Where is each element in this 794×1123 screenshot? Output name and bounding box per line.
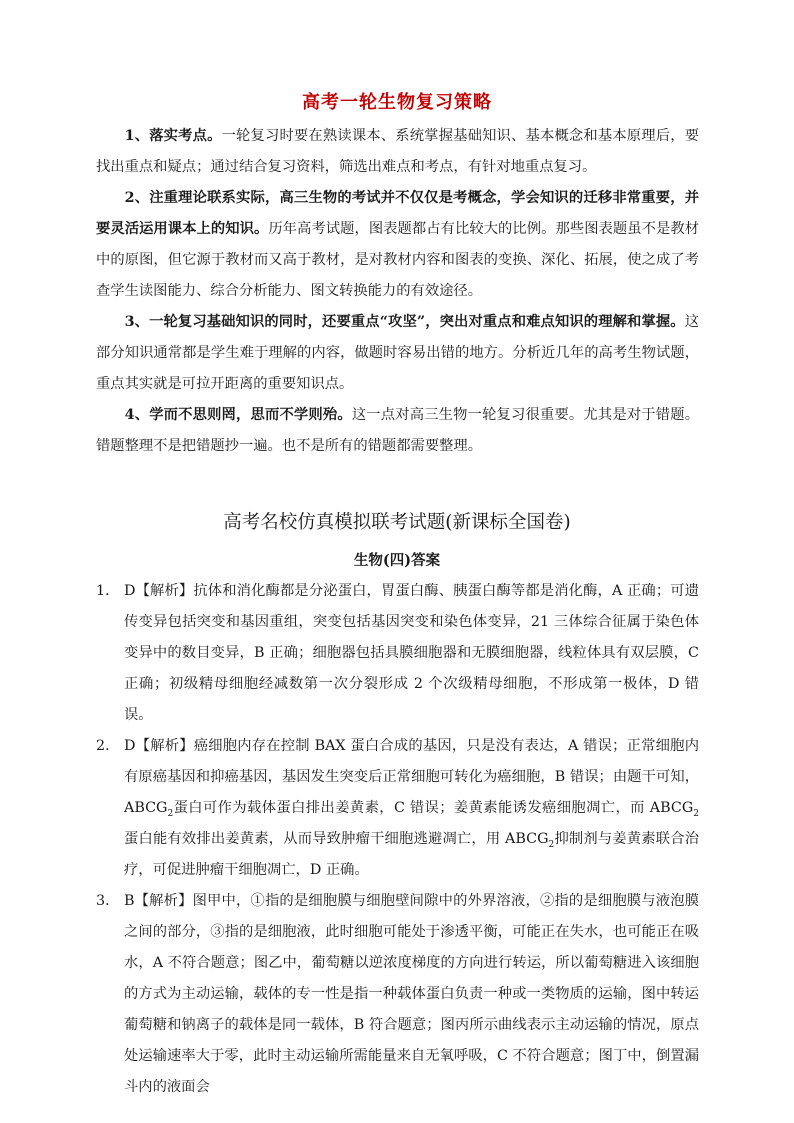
answer-text: D【解析】癌细胞内存在控制 BAX 蛋白合成的基因，只是没有表达，A 错误；正常细胞内有原癌基因和抑癌基因，基因发生突变后正常细胞可转化为癌细胞，B 错误；由题干可知，ABCG: [124, 738, 699, 816]
strategy-text: 这一点对高三生物一轮复习很重要。尤其是对于错题。错题整理不是把错题抄一遍。也不是所有的错题都需要整理。: [96, 407, 700, 454]
subscript: 2: [693, 808, 699, 819]
answer-number: 3．: [96, 893, 120, 909]
strategy-text: 一轮复习时要在熟读课本、系统掌握基础知识、基本概念和基本原理后，要找出重点和疑点；通过结合复习资料，筛选出难点和考点，有针对地重点复习。: [96, 128, 699, 175]
exam-title: 高考名校仿真模拟联考试题(新课标全国卷): [223, 512, 571, 533]
answer-text: 蛋白可作为载体蛋白排出姜黄素，C 错误；姜黄素能诱发癌细胞凋亡，而 ABCG: [173, 800, 694, 816]
answer-text: D【解析】抗体和消化酶都是分泌蛋白，胃蛋白酶、胰蛋白酶等都是消化酶，A 正确；可遗传变异包括突变和基因重组，突变包括基因突变和染色体变异，21 三体综合征属于染色体变异中的数目变异，B 正确；细胞器包括具膜细胞器和无膜细胞器，线粒体具有双层膜，C 正确；初级精母细胞经减数第一次分裂形成 2 个次级精母细胞，不形成第一极体，D 错误。: [124, 583, 699, 723]
answer-text: 抑制剂与姜黄素联合治疗，可促进肿瘤干细胞凋亡，D 正确。: [124, 831, 700, 878]
answer-text: 蛋白能有效排出姜黄素，从而导致肿瘤干细胞逃避凋亡，用 ABCG: [124, 831, 549, 847]
answer-item-1: [96, 576, 699, 731]
strategy-heading: 3、一轮复习基础知识的同时，还要重点“攻坚”，突出对重点和难点知识的理解和掌握。: [124, 314, 685, 330]
strategy-heading: 2、注重理论联系实际，高三生物的考试并不仅仅是考概念，学会知识的迁移非常重要，并要灵活运用课本上的知识。: [96, 190, 699, 237]
answers-section: [96, 576, 699, 1103]
exam-subtitle: 生物(四)答案: [353, 552, 441, 569]
subscript: 2: [548, 839, 555, 850]
page-title: 高考一轮生物复习策略: [302, 92, 492, 113]
answer-item-3: [96, 886, 699, 1103]
strategy-paragraph-1: [96, 121, 699, 183]
strategy-paragraph-2: [96, 183, 699, 307]
strategy-text: 这部分知识通常都是学生难于理解的内容，做题时容易出错的地方。分析近几年的高考生物试题，重点其实就是可拉开距离的重要知识点。: [96, 314, 699, 392]
strategy-text: 历年高考试题，图表题都占有比较大的比例。那些图表题虽不是教材中的原图，但它源于教材而又高于教材，是对教材内容和图表的变换、深化、拓展，使之成了考查学生读图能力、综合分析能力、图文转换能力的有效途径。: [96, 221, 700, 299]
strategy-paragraph-4: [96, 400, 699, 462]
answer-item-2: [96, 731, 699, 886]
answer-number: 1．: [96, 583, 120, 599]
strategy-heading: 4、学而不思则罔，思而不学则殆。: [124, 407, 352, 423]
answer-number: 2．: [96, 738, 120, 754]
answer-text: B【解析】图甲中，①指的是细胞膜与细胞壁间隙中的外界溶液，②指的是细胞膜与液泡膜之间的部分，③指的是细胞液，此时细胞可能处于渗透平衡，可能正在失水，也可能正在吸水，A 不符合题意；图乙中，葡萄糖以逆浓度梯度的方向进行转运，所以葡萄糖进入该细胞的方式为主动运输，载体的专一性是指一种载体蛋白负责一种或一类物质的运输，图中转运葡萄糖和钠离子的载体是同一载体，B 符合题意；图丙所示曲线表示主动运输的情况，原点处运输速率大于零，此时主动运输所需能量来自无氧呼吸，C 不符合题意；图丁中，倒置漏斗内的液面会: [124, 893, 699, 1095]
strategy-paragraph-3: [96, 307, 699, 400]
strategy-section: [96, 121, 699, 462]
strategy-heading: 1、落实考点。: [124, 128, 222, 144]
subscript: 2: [167, 808, 174, 819]
